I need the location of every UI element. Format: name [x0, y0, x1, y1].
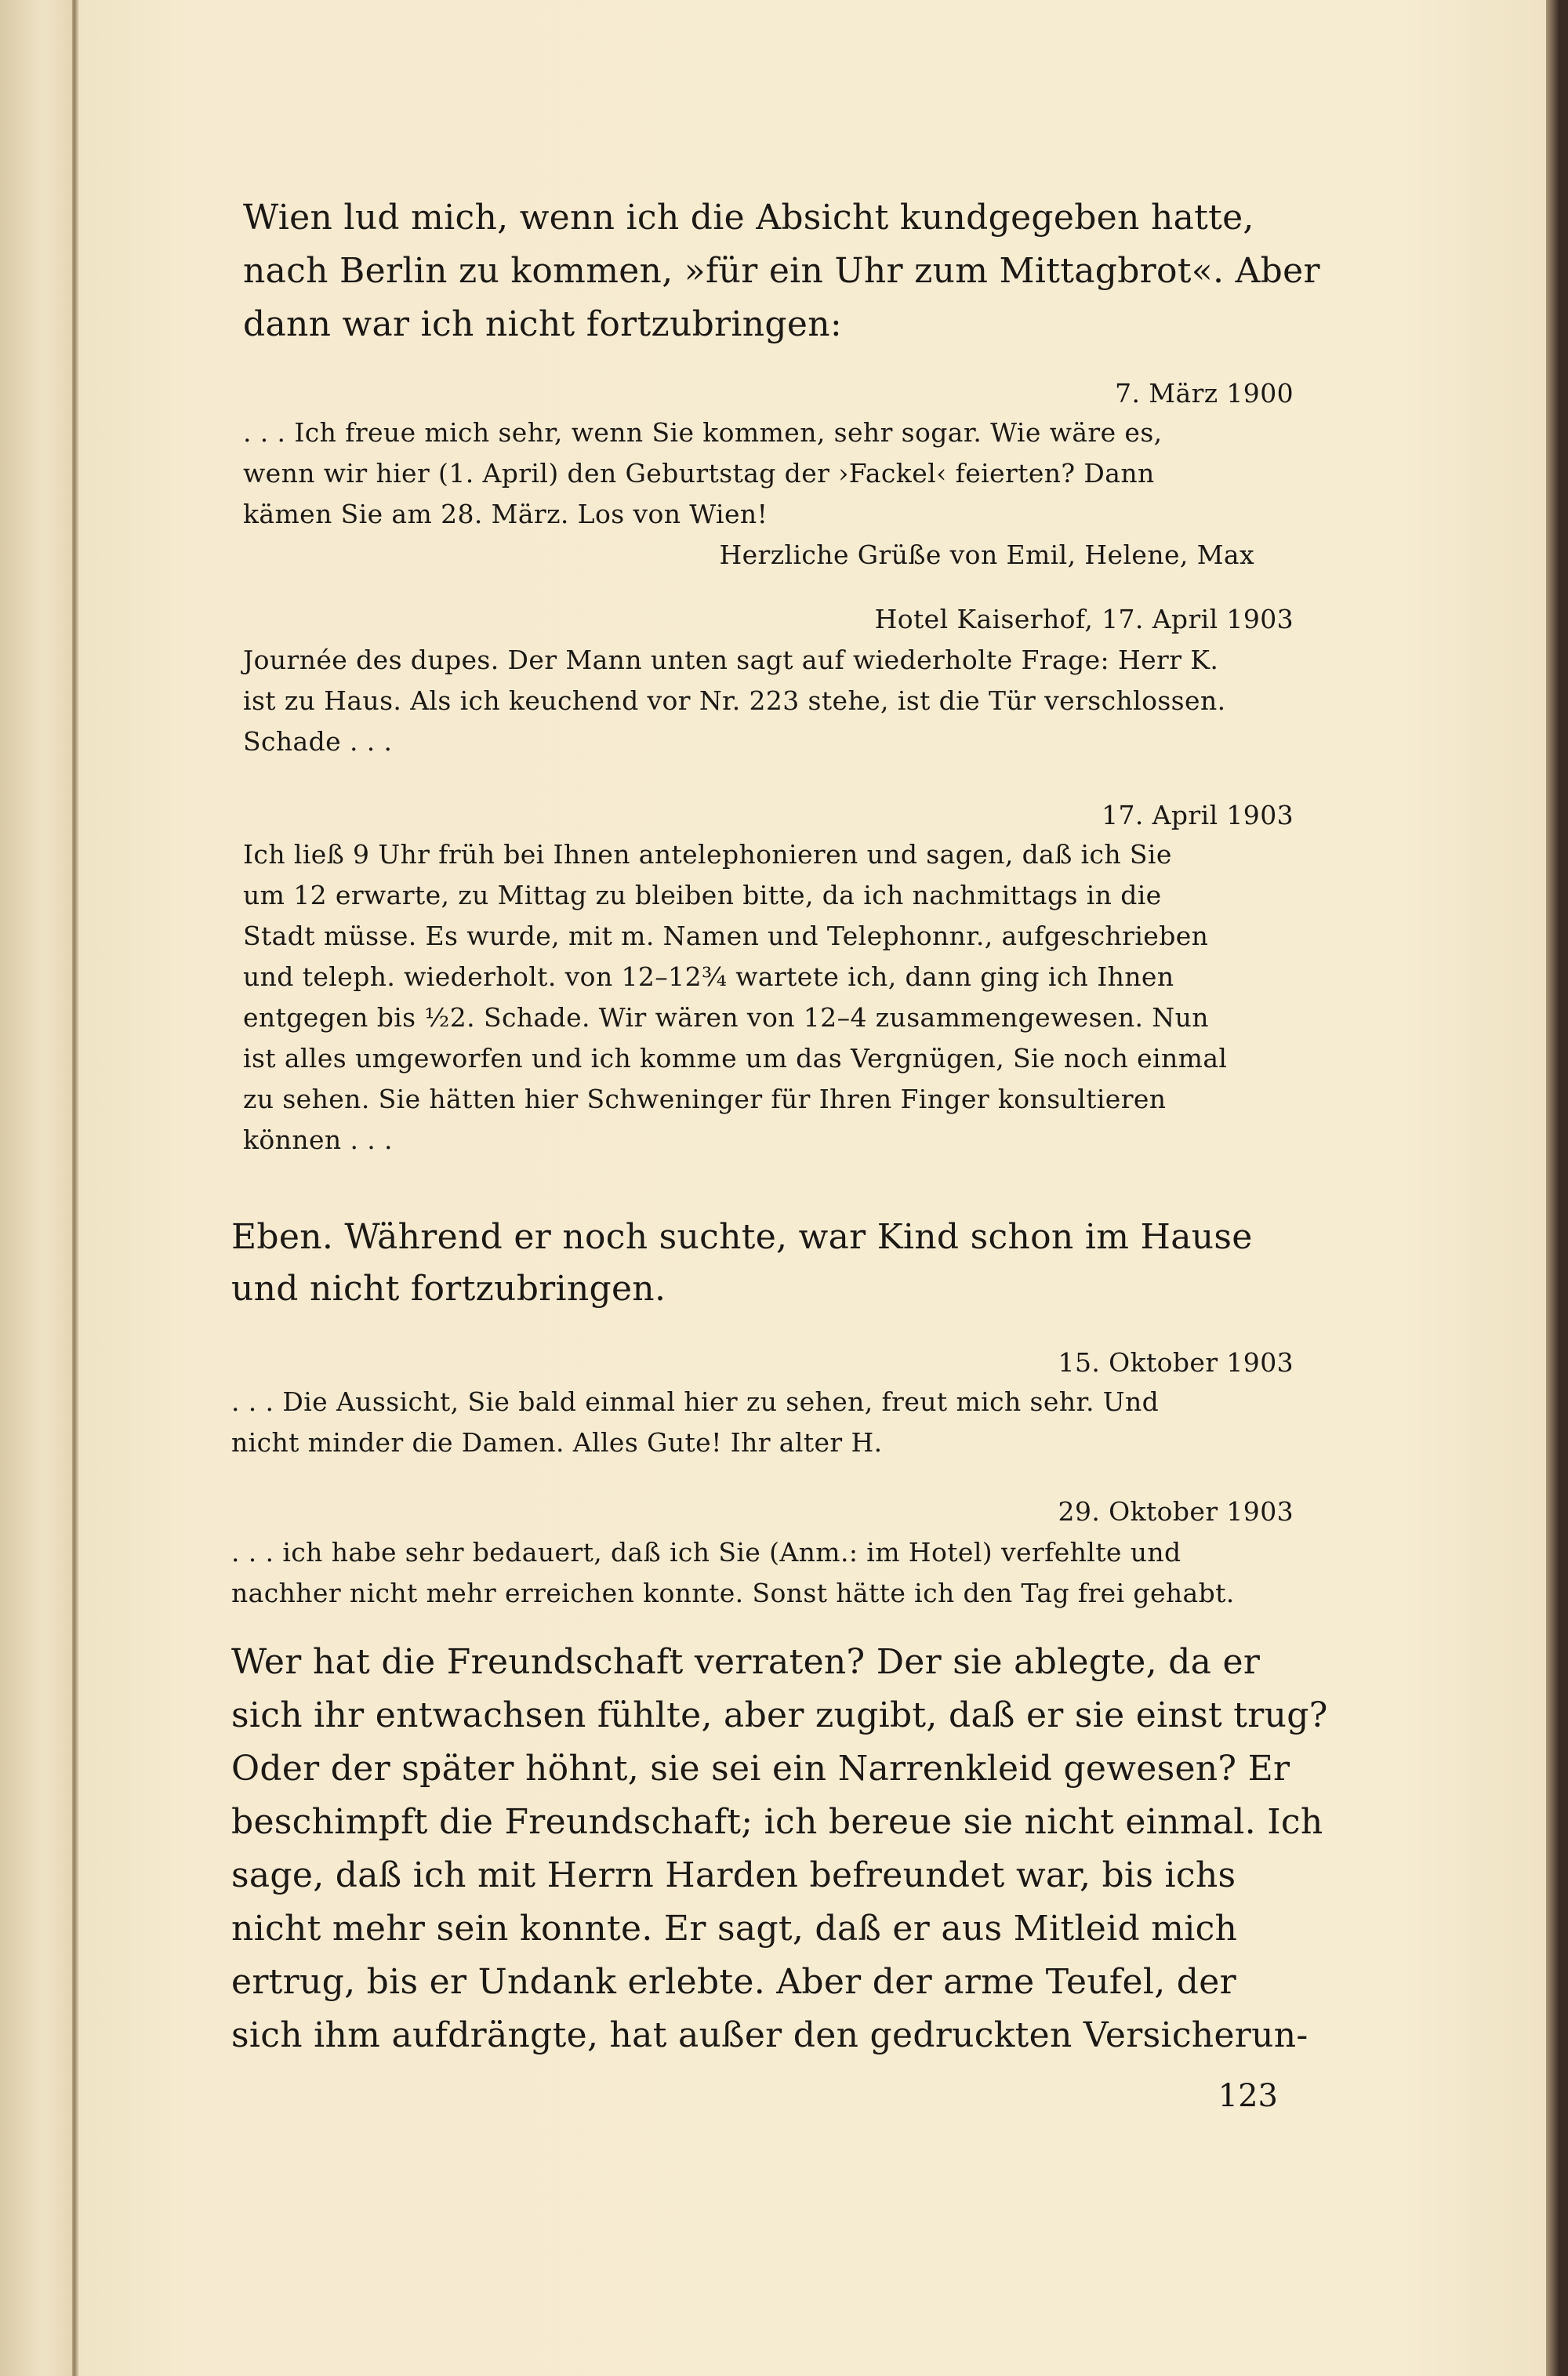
- letter-line: zu sehen. Sie hätten hier Schweninger für Ihren Finger konsultieren: [243, 1084, 1167, 1114]
- letter-line: . . . Die Aussicht, Sie bald einmal hier zu sehen, freut mich sehr. Und: [231, 1386, 1160, 1417]
- prose-line: nicht mehr sein konnte. Er sagt, daß er aus Mitleid mich: [231, 1909, 1238, 1949]
- letter-line: ist zu Haus. Als ich keuchend vor Nr. 223 stehe, ist die Tür verschlossen.: [243, 685, 1226, 716]
- letter-line: kämen Sie am 28. März. Los von Wien!: [243, 499, 768, 529]
- letter-line: um 12 erwarte, zu Mittag zu bleiben bitte, da ich nachmittags in die: [243, 880, 1162, 910]
- letter-line: entgegen bis ½2. Schade. Wir wären von 12–4 zusammengewesen. Nun: [243, 1002, 1209, 1033]
- prose-line: Oder der später höhnt, sie sei ein Narrenkleid gewesen? Er: [231, 1749, 1290, 1789]
- page-edge-shadow: [1546, 0, 1568, 2376]
- letter-line: . . . Ich freue mich sehr, wenn Sie kommen, sehr sogar. Wie wäre es,: [243, 417, 1163, 448]
- letter-line: ist alles umgeworfen und ich komme um das Vergnügen, Sie noch einmal: [243, 1043, 1228, 1074]
- letter-line: Schade . . .: [243, 726, 393, 757]
- prose-line: dann war ich nicht fortzubringen:: [243, 304, 842, 344]
- letter-date: 17. April 1903: [1102, 800, 1294, 830]
- letter-date: 7. März 1900: [1115, 378, 1294, 409]
- prose-line: sich ihm aufdrängte, hat außer den gedruckten Versicherun-: [231, 2015, 1308, 2055]
- prose-line: sage, daß ich mit Herrn Harden befreundet war, bis ichs: [231, 1855, 1236, 1895]
- letter-line: Journée des dupes. Der Mann unten sagt auf wiederholte Frage: Herr K.: [243, 645, 1219, 675]
- prose-line: Wer hat die Freundschaft verraten? Der sie ablegte, da er: [231, 1642, 1261, 1682]
- letter-date: 29. Oktober 1903: [1058, 1496, 1294, 1527]
- letter-closing: Herzliche Grüße von Emil, Helene, Max: [719, 540, 1254, 570]
- prose-line: und nicht fortzubringen.: [231, 1269, 666, 1309]
- letter-line: nachher nicht mehr erreichen konnte. Sonst hätte ich den Tag frei gehabt.: [231, 1578, 1235, 1608]
- book-gutter: [72, 0, 77, 2376]
- prose-line: sich ihr entwachsen fühlte, aber zugibt, daß er sie einst trug?: [231, 1695, 1328, 1735]
- letter-line: Stadt müsse. Es wurde, mit m. Namen und Telephonnr., aufgeschrieben: [243, 921, 1209, 951]
- prose-line: Wien lud mich, wenn ich die Absicht kundgegeben hatte,: [243, 198, 1254, 238]
- letter-date: Hotel Kaiserhof, 17. April 1903: [874, 604, 1294, 634]
- letter-line: Ich ließ 9 Uhr früh bei Ihnen antelephonieren und sagen, daß ich Sie: [243, 839, 1172, 870]
- letter-line: wenn wir hier (1. April) den Geburtstag der ›Fackel‹ feierten? Dann: [243, 458, 1155, 489]
- facing-page-edge: [0, 0, 78, 2376]
- letter-line: und teleph. wiederholt. von 12–12¾ wartete ich, dann ging ich Ihnen: [243, 961, 1174, 992]
- letter-line: können . . .: [243, 1124, 393, 1155]
- page-number: 123: [1218, 2078, 1278, 2114]
- prose-line: ertrug, bis er Undank erlebte. Aber der arme Teufel, der: [231, 1962, 1236, 2002]
- prose-line: nach Berlin zu kommen, »für ein Uhr zum Mittagbrot«. Aber: [243, 251, 1320, 291]
- letter-line: nicht minder die Damen. Alles Gute! Ihr alter H.: [231, 1427, 883, 1458]
- prose-line: beschimpft die Freundschaft; ich bereue sie nicht einmal. Ich: [231, 1802, 1323, 1842]
- letter-date: 15. Oktober 1903: [1058, 1347, 1294, 1378]
- letter-line: . . . ich habe sehr bedauert, daß ich Sie (Anm.: im Hotel) verfehlte und: [231, 1537, 1181, 1568]
- prose-line: Eben. Während er noch suchte, war Kind schon im Hause: [231, 1217, 1253, 1257]
